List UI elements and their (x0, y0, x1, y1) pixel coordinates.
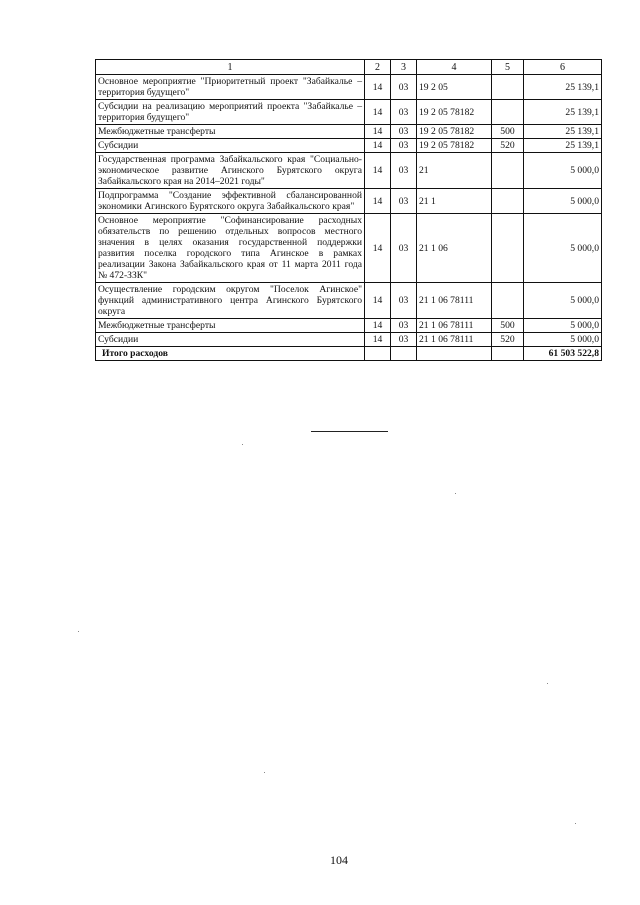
amount: 25 139,1 (524, 139, 602, 153)
table-row (96, 153, 602, 189)
scan-speck (547, 683, 548, 684)
section-code (365, 347, 391, 361)
amount: 5 000,0 (524, 283, 602, 319)
subsection-code: 03 (391, 125, 417, 139)
scan-speck (78, 631, 79, 632)
item-name: Основное мероприятие "Софинансирование расходных обязательств по решению отдельных вопросов местного значения в целях оказания государственной поддержки развития поселка городского типа Агинское в рамках реализации Закона Забайкальского края от 11 марта 2011 года № 472-ЗЗК" (96, 214, 365, 283)
scan-speck (242, 444, 243, 445)
scan-speck (575, 823, 576, 824)
column-header: 2 (365, 60, 391, 75)
section-code: 14 (365, 153, 391, 189)
target-article-code: 21 (417, 153, 492, 189)
section-code: 14 (365, 333, 391, 347)
item-name: Основное мероприятие "Приоритетный проект "Забайкалье – территория будущего" (96, 75, 365, 100)
section-code: 14 (365, 139, 391, 153)
total-amount: 61 503 522,8 (524, 347, 602, 361)
item-name: Субсидии на реализацию мероприятий проекта "Забайкалье – территория будущего" (96, 100, 365, 125)
expense-type-code (492, 347, 524, 361)
subsection-code: 03 (391, 100, 417, 125)
target-article-code: 19 2 05 78182 (417, 139, 492, 153)
target-article-code: 21 1 06 78111 (417, 283, 492, 319)
expenditure-table (95, 59, 602, 361)
table-row (96, 125, 602, 139)
table-row (96, 319, 602, 333)
table-row (96, 100, 602, 125)
amount: 25 139,1 (524, 125, 602, 139)
subsection-code: 03 (391, 214, 417, 283)
subsection-code: 03 (391, 283, 417, 319)
column-header: 1 (96, 60, 365, 75)
subsection-code: 03 (391, 189, 417, 214)
item-name: Государственная программа Забайкальского края "Социально-экономическое развитие Агинского Бурятского округа Забайкальского края на 2014–2021 годы" (96, 153, 365, 189)
column-header: 5 (492, 60, 524, 75)
amount: 5 000,0 (524, 333, 602, 347)
item-name: Межбюджетные трансферты (96, 319, 365, 333)
item-name: Субсидии (96, 333, 365, 347)
target-article-code: 19 2 05 (417, 75, 492, 100)
expense-type-code (492, 75, 524, 100)
expense-type-code (492, 189, 524, 214)
page-number: 104 (330, 853, 348, 867)
amount: 25 139,1 (524, 100, 602, 125)
expense-type-code: 520 (492, 139, 524, 153)
amount: 5 000,0 (524, 189, 602, 214)
table-row (96, 75, 602, 100)
amount: 25 139,1 (524, 75, 602, 100)
table-row (96, 189, 602, 214)
column-header: 4 (417, 60, 492, 75)
subsection-code: 03 (391, 319, 417, 333)
amount: 5 000,0 (524, 153, 602, 189)
expense-type-code (492, 153, 524, 189)
item-name: Межбюджетные трансферты (96, 125, 365, 139)
target-article-code: 19 2 05 78182 (417, 100, 492, 125)
amount: 5 000,0 (524, 214, 602, 283)
expense-type-code: 520 (492, 333, 524, 347)
section-code: 14 (365, 283, 391, 319)
expense-type-code: 500 (492, 125, 524, 139)
subsection-code: 03 (391, 333, 417, 347)
target-article-code: 21 1 06 78111 (417, 333, 492, 347)
total-row (96, 347, 602, 361)
section-code: 14 (365, 100, 391, 125)
table-row (96, 214, 602, 283)
scan-speck (264, 772, 265, 773)
target-article-code: 21 1 (417, 189, 492, 214)
table-header-row (96, 60, 602, 75)
expense-type-code (492, 214, 524, 283)
target-article-code: 21 1 06 78111 (417, 319, 492, 333)
table-row (96, 283, 602, 319)
column-header: 3 (391, 60, 417, 75)
item-name: Подпрограмма "Создание эффективной сбалансированной экономики Агинского Бурятского округа Забайкальского края" (96, 189, 365, 214)
subsection-code: 03 (391, 139, 417, 153)
subsection-code: 03 (391, 153, 417, 189)
total-label: Итого расходов (96, 347, 365, 361)
expense-type-code: 500 (492, 319, 524, 333)
section-code: 14 (365, 125, 391, 139)
item-name: Субсидии (96, 139, 365, 153)
target-article-code: 21 1 06 (417, 214, 492, 283)
section-code: 14 (365, 75, 391, 100)
target-article-code: 19 2 05 78182 (417, 125, 492, 139)
table-row (96, 333, 602, 347)
subsection-code: 03 (391, 75, 417, 100)
column-header: 6 (524, 60, 602, 75)
expense-type-code (492, 283, 524, 319)
table-row (96, 139, 602, 153)
amount: 5 000,0 (524, 319, 602, 333)
expense-type-code (492, 100, 524, 125)
section-code: 14 (365, 214, 391, 283)
scan-speck (455, 493, 456, 494)
item-name: Осуществление городским округом "Поселок Агинское" функций административного центра Агинского Бурятского округа (96, 283, 365, 319)
section-code: 14 (365, 189, 391, 214)
target-article-code (417, 347, 492, 361)
subsection-code (391, 347, 417, 361)
section-divider (311, 431, 388, 432)
section-code: 14 (365, 319, 391, 333)
